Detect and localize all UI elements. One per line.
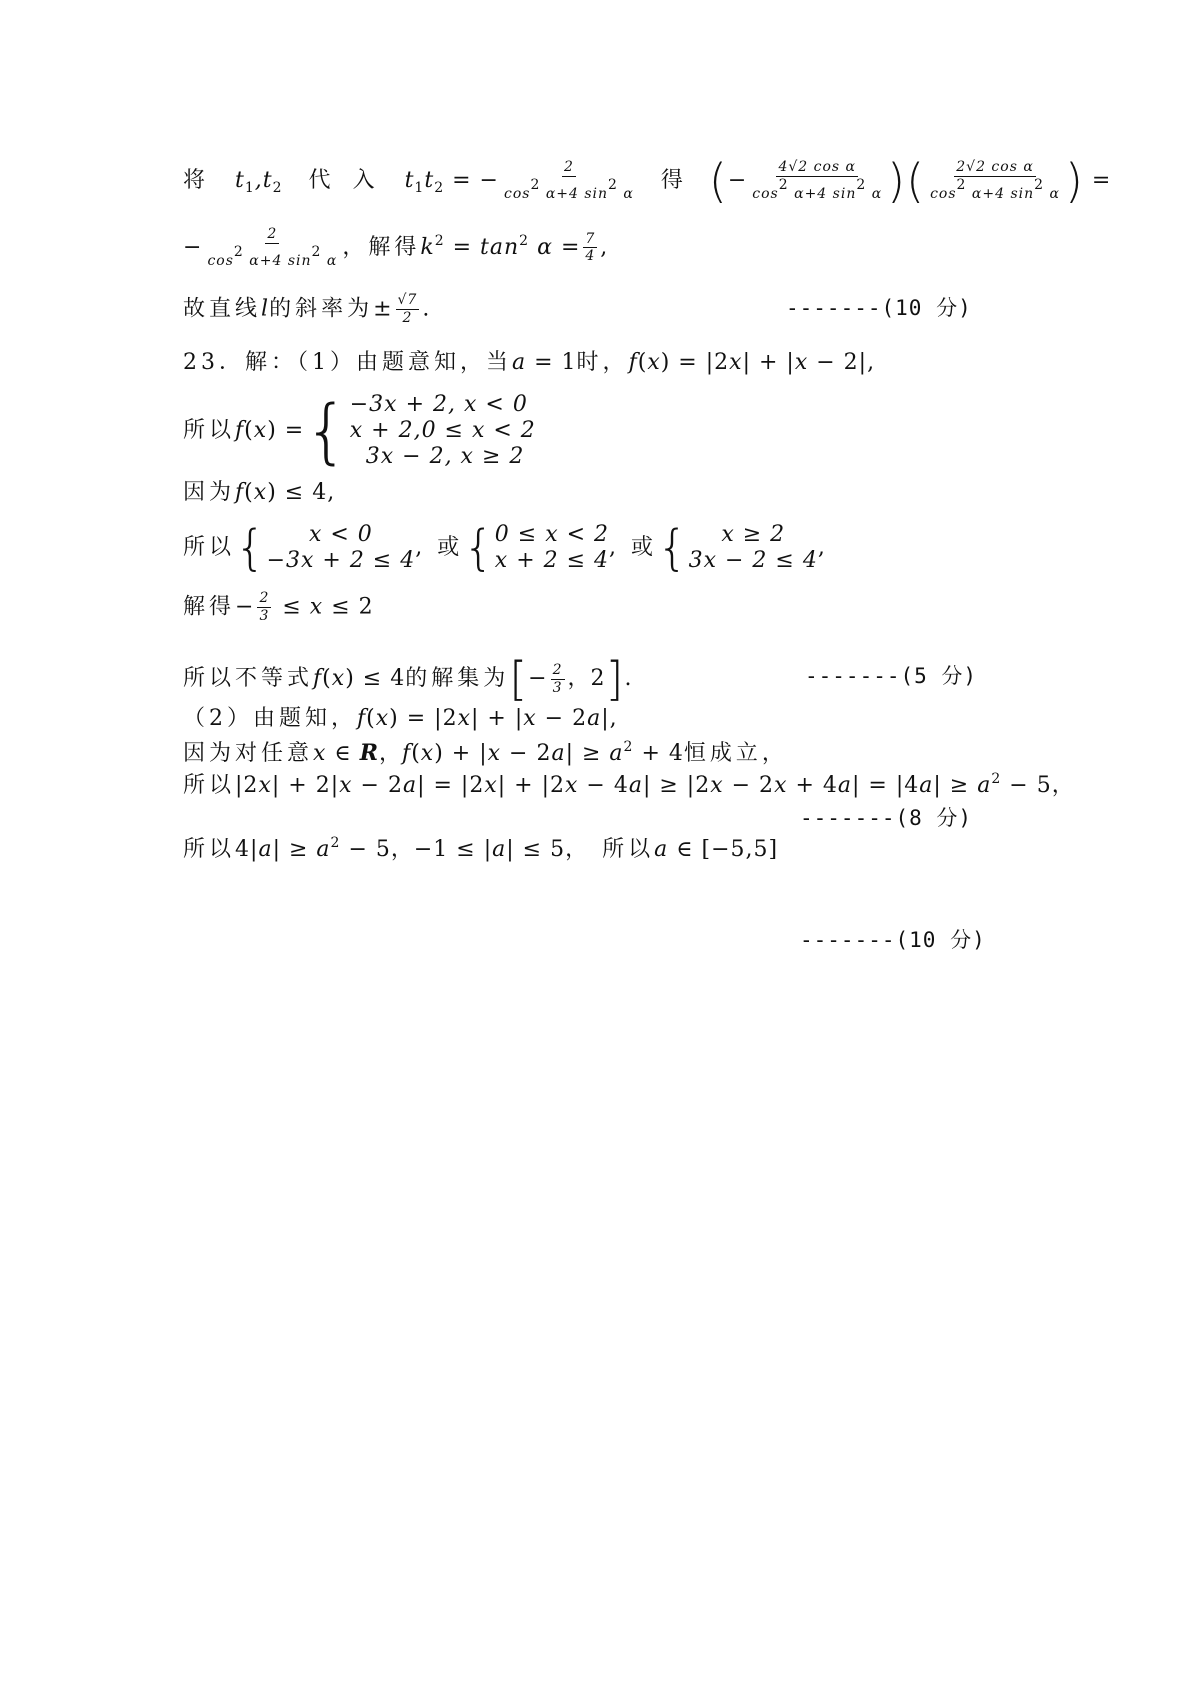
score-10-a: -------(10 分) xyxy=(786,296,972,320)
score-10-b: -------(10 分) xyxy=(800,928,986,952)
line-solve: 解得− $\frac{2}{3}$ ≤ x ≤ 2 xyxy=(183,590,374,624)
line-solution-set: 所以不等式f(x) ≤ 4的解集为[− $\frac{2}{3}$ ，2]. xyxy=(183,652,633,706)
line-piecewise: 所以f(x) ={ −3x + 2, x < 0 x + 2,0 ≤ x < 2 3x − 2, x ≥ 2 xyxy=(183,389,536,472)
score-8: -------(8 分) xyxy=(800,806,973,830)
line-systems: 所以{ x < 0 −3x + 2 ≤ 4 , 或{ 0 ≤ x < 2 x + 2 ≤ 4 , 或{ x ≥ 2 3x − 2 ≤ 4 , xyxy=(183,519,826,576)
fraction: $\frac{2}{\cos 2 \alpha+4 \sin 2 \alpha}$ xyxy=(503,159,634,202)
line-solve-k: − $\frac{2}{\cos 2 \alpha+4 \sin 2 \alpha}$ ，解得$k^2 = \tan^2 \alpha$ = $\frac{7}{4}$ , xyxy=(183,226,609,269)
line-because: 因为f(x) ≤ 4, xyxy=(183,480,336,505)
line-part2: （2）由题知，f(x) = |2x| + |x − 2a|, xyxy=(183,706,618,731)
line-forall: 因为对任意x ∈ R，$f(x) + |x - 2a| \ge a^2 + 4$恒成立， xyxy=(183,739,788,766)
line-final: 所以$4|a| \ge a^2 - 5$，−1 ≤ |a| ≤ 5， 所以a ∈ [−5,5] xyxy=(183,835,779,862)
line-slope: 故直线l的斜率为± $\frac{√7}{2}$ . xyxy=(183,292,431,326)
line-23-header: 23．解：（1）由题意知，当a = 1时，f(x) = |2x| + |x − 2|, xyxy=(183,350,876,375)
t1-t2: $t_1,t_2$ xyxy=(235,168,283,196)
line-substitute: 将 $t_1,t_2$ 代 入 $t_1t_2$ = − $\frac{2}{\cos 2 \alpha+4 \sin 2 \alpha}$ 得 (− $\frac{\text{4√2 cos α}}{\cos 2 \alpha+4 \sin 2 \alpha}$ )( $\frac{\text{2√2 cos α}}{\cos 2 \alpha+4 \sin 2 \alpha}$ ) = xyxy=(183,154,1112,208)
line-inequality: 所以$|2x| + 2|x - 2a| = |2x| + |2x - 4a| \ge |2x - 2x + 4a| = |4a| \ge a^2 - 5$， xyxy=(183,771,1075,798)
score-5: -------(5 分) xyxy=(805,664,978,688)
piecewise-cases: −3x + 2, x < 0 x + 2,0 ≤ x < 2 3x − 2, x ≥ 2 xyxy=(349,392,536,469)
